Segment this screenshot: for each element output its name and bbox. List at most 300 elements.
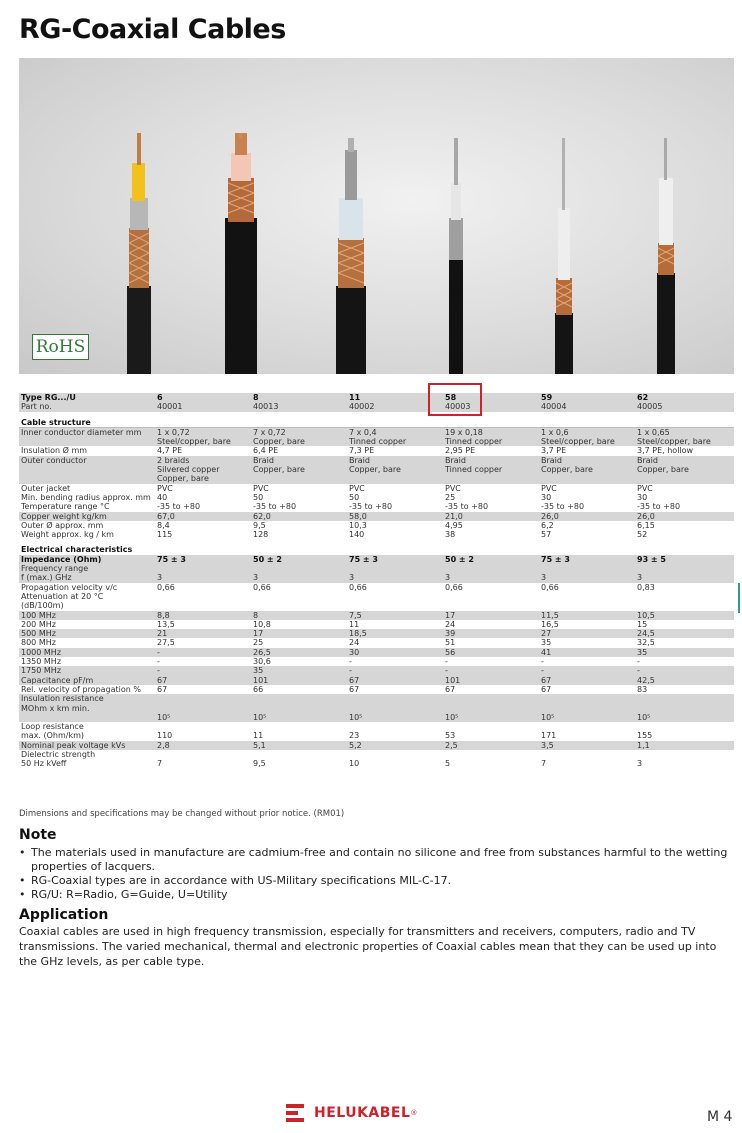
cell-value: 26,0 bbox=[539, 512, 635, 521]
cell-value: 16,5 bbox=[541, 619, 559, 629]
row-label: 1000 MHz bbox=[19, 648, 155, 657]
cell-value bbox=[155, 722, 251, 731]
table-row bbox=[19, 583, 734, 592]
table-row bbox=[19, 592, 734, 601]
cell-value: Copper, bare bbox=[251, 437, 347, 446]
cell-value: 35 bbox=[635, 648, 734, 657]
cell-value bbox=[539, 564, 635, 573]
cell-value bbox=[443, 601, 539, 610]
cell-value bbox=[347, 704, 443, 713]
row-label bbox=[19, 474, 155, 483]
cell-value: - bbox=[443, 666, 539, 675]
table-row bbox=[19, 694, 734, 703]
row-label: Insulation resistance bbox=[19, 694, 155, 703]
rohs-badge: RoHS bbox=[32, 334, 89, 360]
cell-value: 66 bbox=[253, 684, 264, 694]
disclaimer: Dimensions and specifications may be changed without prior notice. (RM01) bbox=[19, 809, 345, 819]
row-label: Impedance (Ohm) bbox=[19, 555, 155, 564]
cell-value: 9,5 bbox=[253, 759, 266, 769]
cell-value: 30,6 bbox=[253, 657, 271, 667]
cell-value bbox=[443, 704, 539, 713]
cell-value bbox=[635, 694, 734, 703]
table-row bbox=[19, 676, 734, 685]
cell-value: 3,7 PE, hollow bbox=[637, 446, 694, 456]
table-row bbox=[19, 629, 734, 638]
cell-value: 42,5 bbox=[635, 676, 734, 685]
cell-value: 10⁵ bbox=[443, 713, 539, 722]
cell-value: 5,2 bbox=[347, 741, 443, 750]
cable-rg59 bbox=[555, 138, 573, 374]
brand-name: HELUKABEL bbox=[314, 1105, 411, 1121]
table-row bbox=[19, 564, 734, 573]
cable-rg8 bbox=[225, 133, 257, 374]
cell-value: - bbox=[541, 657, 544, 667]
cell-value: 67 bbox=[347, 676, 443, 685]
cell-value: 52 bbox=[637, 530, 648, 540]
cell-value: 10,3 bbox=[349, 520, 367, 530]
row-label: f (max.) GHz bbox=[19, 573, 155, 582]
cell-value bbox=[251, 722, 347, 731]
cell-value: 0,66 bbox=[157, 582, 175, 592]
cell-value: PVC bbox=[253, 483, 269, 493]
cell-value: 58 bbox=[443, 393, 539, 402]
cell-value: - bbox=[349, 657, 352, 667]
cell-value: 67 bbox=[445, 684, 456, 694]
application-text: Coaxial cables are used in high frequency transmission, especially for transmitters and receivers, computers, radio and TV transmissions. The varied mechanical, thermal and electronic properties of Coaxial cables mean that they can be used up into the GHz levels, as per cable type. bbox=[19, 925, 717, 968]
cell-value: 19 x 0,18 bbox=[443, 427, 539, 437]
cell-value: - bbox=[637, 657, 640, 667]
row-label: Capacitance pF/m bbox=[19, 676, 155, 685]
cell-value: -35 to +80 bbox=[349, 502, 393, 512]
table-row bbox=[19, 731, 734, 740]
cell-value: 30 bbox=[541, 492, 552, 502]
table-row bbox=[19, 465, 734, 474]
cell-value: 1 x 0,65 bbox=[635, 427, 734, 437]
cell-value: PVC bbox=[445, 483, 461, 493]
row-label: Outer Ø approx. mm bbox=[21, 520, 104, 530]
trademark-mark: ® bbox=[410, 1109, 418, 1117]
cell-value bbox=[155, 704, 251, 713]
cell-value: 3 bbox=[637, 759, 643, 769]
cell-value bbox=[539, 722, 635, 731]
cell-value: Copper, bare bbox=[347, 465, 443, 474]
cell-value: 3,7 PE bbox=[541, 446, 567, 456]
table-row bbox=[19, 666, 734, 675]
cell-value: 62,0 bbox=[251, 512, 347, 521]
application-heading: Application bbox=[19, 907, 109, 923]
cell-value: 10⁵ bbox=[251, 713, 347, 722]
cell-value bbox=[251, 592, 347, 601]
cell-value: 32,5 bbox=[637, 638, 655, 648]
table-row bbox=[19, 611, 734, 620]
row-label: Outer jacket bbox=[21, 483, 71, 493]
cell-value: 40002 bbox=[347, 402, 443, 411]
cell-value: 8,8 bbox=[155, 611, 251, 620]
cell-value: 5,1 bbox=[251, 741, 347, 750]
cell-value: 101 bbox=[443, 676, 539, 685]
row-label: 200 MHz bbox=[21, 619, 56, 629]
cell-value bbox=[155, 592, 251, 601]
table-row bbox=[19, 530, 734, 539]
cell-value: 3 bbox=[539, 573, 635, 582]
row-label: 50 Hz kVeff bbox=[21, 759, 67, 769]
cell-value bbox=[347, 722, 443, 731]
cell-value: 7 x 0,4 bbox=[347, 427, 443, 437]
cell-value: Tinned copper bbox=[347, 437, 443, 446]
row-label: Min. bending radius approx. mm bbox=[21, 492, 151, 502]
cell-value: Braid bbox=[635, 456, 734, 465]
note-heading: Note bbox=[19, 827, 57, 843]
cell-value: 17 bbox=[251, 629, 347, 638]
table-row bbox=[19, 427, 734, 437]
cell-value: 40013 bbox=[251, 402, 347, 411]
row-label: Weight approx. kg / km bbox=[21, 530, 114, 540]
spec-table bbox=[19, 393, 734, 769]
table-row bbox=[19, 657, 734, 666]
cell-value bbox=[443, 564, 539, 573]
cell-value: 10⁵ bbox=[539, 713, 635, 722]
cell-value bbox=[539, 601, 635, 610]
cable-rg6 bbox=[127, 133, 151, 374]
row-label: Rel. velocity of propagation % bbox=[21, 684, 142, 694]
helukabel-logo bbox=[286, 1104, 417, 1122]
cell-value bbox=[539, 694, 635, 703]
cell-value bbox=[539, 750, 635, 759]
cell-value bbox=[635, 592, 734, 601]
cell-value: 10,5 bbox=[635, 611, 734, 620]
cell-value: 56 bbox=[443, 648, 539, 657]
cell-value bbox=[155, 694, 251, 703]
cell-value: 25 bbox=[445, 492, 456, 502]
row-label: max. (Ohm/km) bbox=[21, 731, 85, 741]
cell-value: 4,95 bbox=[445, 520, 463, 530]
cell-value bbox=[539, 592, 635, 601]
cell-value bbox=[539, 704, 635, 713]
cell-value: 8,4 bbox=[157, 520, 170, 530]
table-row bbox=[19, 493, 734, 502]
row-label: Nominal peak voltage kVs bbox=[19, 741, 155, 750]
cell-value: 67,0 bbox=[155, 512, 251, 521]
row-label: Outer conductor bbox=[19, 456, 155, 465]
cell-value: - bbox=[445, 657, 448, 667]
cell-value: 50 ± 2 bbox=[251, 555, 347, 564]
cell-value: 6,15 bbox=[637, 520, 655, 530]
row-label bbox=[19, 713, 155, 722]
cell-value: 27,5 bbox=[157, 638, 175, 648]
cell-value: 4,7 PE bbox=[157, 446, 183, 456]
row-label: Inner conductor diameter mm bbox=[19, 427, 155, 437]
row-label: 1750 MHz bbox=[19, 666, 155, 675]
cell-value: 59 bbox=[539, 393, 635, 402]
table-row bbox=[19, 402, 734, 411]
cell-value: 21 bbox=[155, 629, 251, 638]
table-row bbox=[19, 741, 734, 750]
cell-value: 155 bbox=[637, 731, 653, 741]
rg58-highlight-box bbox=[428, 383, 482, 416]
cell-value: 15 bbox=[637, 619, 648, 629]
row-label: Loop resistance bbox=[21, 722, 84, 732]
cell-value: 2 braids bbox=[155, 456, 251, 465]
cell-value: 57 bbox=[541, 530, 552, 540]
cell-value: PVC bbox=[157, 483, 173, 493]
cell-value bbox=[155, 750, 251, 759]
cell-value: 3 bbox=[251, 573, 347, 582]
cell-value bbox=[347, 694, 443, 703]
cell-value: 75 ± 3 bbox=[347, 555, 443, 564]
product-photo bbox=[19, 58, 734, 374]
cell-value: 62 bbox=[635, 393, 734, 402]
cell-value: -35 to +80 bbox=[157, 502, 201, 512]
cell-value: 8 bbox=[251, 393, 347, 402]
row-label: Copper weight kg/km bbox=[19, 512, 155, 521]
cell-value: 50 ± 2 bbox=[443, 555, 539, 564]
table-row bbox=[19, 601, 734, 610]
cell-value: 6 bbox=[155, 393, 251, 402]
cell-value: Braid bbox=[251, 456, 347, 465]
cell-value bbox=[155, 564, 251, 573]
cell-value bbox=[347, 564, 443, 573]
cell-value: PVC bbox=[349, 483, 365, 493]
row-label: Part no. bbox=[19, 402, 155, 411]
page-number: M 4 bbox=[707, 1109, 733, 1125]
cell-value: Steel/copper, bare bbox=[539, 437, 635, 446]
cell-value bbox=[155, 601, 251, 610]
cell-value: 11,5 bbox=[539, 611, 635, 620]
cell-value: 75 ± 3 bbox=[155, 555, 251, 564]
cell-value: -35 to +80 bbox=[445, 502, 489, 512]
cable-rg11 bbox=[336, 138, 366, 374]
cell-value: 26,5 bbox=[251, 648, 347, 657]
cable-rg58 bbox=[449, 138, 463, 374]
table-row bbox=[19, 713, 734, 722]
cell-value: 7,5 bbox=[347, 611, 443, 620]
cell-value: Steel/copper, bare bbox=[155, 437, 251, 446]
cell-value bbox=[251, 694, 347, 703]
table-row bbox=[19, 555, 734, 564]
cell-value: Copper, bare bbox=[539, 465, 635, 474]
note-item: • RG/U: R=Radio, G=Guide, U=Utility bbox=[19, 888, 739, 902]
cell-value: 11 bbox=[349, 619, 360, 629]
cell-value: - bbox=[155, 666, 251, 675]
cell-value: 17 bbox=[443, 611, 539, 620]
cell-value: 11 bbox=[253, 731, 264, 741]
cell-value: 0,83 bbox=[637, 582, 655, 592]
cell-value: 35 bbox=[541, 638, 552, 648]
cell-value: 24,5 bbox=[635, 629, 734, 638]
cell-value: 2,5 bbox=[443, 741, 539, 750]
row-label: (dB/100m) bbox=[21, 601, 64, 611]
cables-illustration bbox=[19, 58, 734, 374]
row-label: Type RG.../U bbox=[19, 393, 155, 402]
cell-value bbox=[443, 474, 539, 483]
cell-value: 50 bbox=[349, 492, 360, 502]
cell-value: - bbox=[635, 666, 734, 675]
cell-value: 10⁵ bbox=[635, 713, 734, 722]
cell-value: 7 bbox=[157, 759, 163, 769]
row-label: Attenuation at 20 °C bbox=[21, 591, 104, 601]
cell-value: - bbox=[539, 666, 635, 675]
cell-value: 93 ± 5 bbox=[635, 555, 734, 564]
cell-value: 3,5 bbox=[539, 741, 635, 750]
table-row bbox=[19, 446, 734, 455]
row-label: Propagation velocity v/c bbox=[21, 582, 118, 592]
cell-value: 7 x 0,72 bbox=[251, 427, 347, 437]
cell-value: 38 bbox=[445, 530, 456, 540]
row-label: 800 MHz bbox=[21, 638, 56, 648]
cell-value: 67 bbox=[157, 684, 168, 694]
note-item: • The materials used in manufacture are cadmium-free and contain no silicone and free from substances harmful to the wetting properties of lacquers. bbox=[19, 846, 739, 874]
cell-value: PVC bbox=[541, 483, 557, 493]
sidebar-tick bbox=[738, 583, 740, 613]
row-label: Temperature range °C bbox=[21, 502, 110, 512]
cell-value: - bbox=[347, 666, 443, 675]
section-title: Electrical characteristics bbox=[21, 545, 133, 555]
cell-value bbox=[347, 601, 443, 610]
cell-value: 5 bbox=[445, 759, 451, 769]
cell-value: 2,95 PE bbox=[445, 446, 476, 456]
cell-value: 9,5 bbox=[253, 520, 266, 530]
cell-value: 6,4 PE bbox=[253, 446, 279, 456]
cell-value: - bbox=[155, 648, 251, 657]
cell-value bbox=[635, 564, 734, 573]
cell-value: 67 bbox=[349, 684, 360, 694]
row-label: Frequency range bbox=[19, 564, 155, 573]
cell-value bbox=[251, 564, 347, 573]
table-row bbox=[19, 521, 734, 530]
cell-value: 3 bbox=[347, 573, 443, 582]
table-row bbox=[19, 456, 734, 465]
table-row bbox=[19, 685, 734, 694]
cell-value: 23 bbox=[349, 731, 360, 741]
cell-value: 39 bbox=[443, 629, 539, 638]
cell-value: 1 x 0,6 bbox=[539, 427, 635, 437]
cell-value bbox=[347, 592, 443, 601]
cell-value bbox=[443, 694, 539, 703]
cell-value: -35 to +80 bbox=[253, 502, 297, 512]
cell-value: 101 bbox=[251, 676, 347, 685]
table-row bbox=[19, 638, 734, 647]
cell-value: 27 bbox=[539, 629, 635, 638]
cell-value: Tinned copper bbox=[443, 437, 539, 446]
cell-value: 0,66 bbox=[253, 582, 271, 592]
table-row bbox=[19, 437, 734, 446]
cell-value: PVC bbox=[637, 483, 653, 493]
cell-value: 30 bbox=[637, 492, 648, 502]
cell-value bbox=[635, 722, 734, 731]
row-label: Dielectric strength bbox=[21, 749, 96, 759]
cell-value: Silvered copper bbox=[155, 465, 251, 474]
table-row bbox=[19, 474, 734, 483]
cell-value bbox=[251, 750, 347, 759]
cell-value bbox=[635, 474, 734, 483]
cell-value: 40 bbox=[157, 492, 168, 502]
cell-value: 41 bbox=[539, 648, 635, 657]
cell-value: 67 bbox=[541, 684, 552, 694]
cell-value: 0,66 bbox=[541, 582, 559, 592]
cable-rg62 bbox=[657, 138, 675, 374]
cell-value: 115 bbox=[157, 530, 173, 540]
cell-value: Braid bbox=[443, 456, 539, 465]
cell-value: 128 bbox=[253, 530, 269, 540]
cell-value: 24 bbox=[445, 619, 456, 629]
cell-value: 8 bbox=[251, 611, 347, 620]
section-title: Cable structure bbox=[19, 418, 734, 428]
row-label: Insulation Ø mm bbox=[21, 446, 88, 456]
cell-value: 53 bbox=[445, 731, 456, 741]
cell-value: -35 to +80 bbox=[637, 502, 681, 512]
cell-value bbox=[443, 722, 539, 731]
cell-value: 7,3 PE bbox=[349, 446, 375, 456]
table-row bbox=[19, 484, 734, 493]
cell-value: 18,5 bbox=[347, 629, 443, 638]
cell-value bbox=[443, 592, 539, 601]
table-row bbox=[19, 704, 734, 713]
cell-value bbox=[251, 704, 347, 713]
cell-value bbox=[635, 601, 734, 610]
cell-value: 0,66 bbox=[445, 582, 463, 592]
cell-value: -35 to +80 bbox=[541, 502, 585, 512]
cell-value: 40004 bbox=[539, 402, 635, 411]
cell-value: 25 bbox=[253, 638, 264, 648]
table-row bbox=[19, 648, 734, 657]
cell-value: 21,0 bbox=[443, 512, 539, 521]
cell-value: 1,1 bbox=[635, 741, 734, 750]
section-row bbox=[19, 545, 734, 554]
cell-value: Braid bbox=[347, 456, 443, 465]
cell-value bbox=[251, 601, 347, 610]
cell-value: 35 bbox=[251, 666, 347, 675]
cell-value: 3 bbox=[635, 573, 734, 582]
cell-value bbox=[635, 750, 734, 759]
table-row bbox=[19, 573, 734, 582]
cell-value bbox=[635, 704, 734, 713]
cell-value: Copper, bare bbox=[635, 465, 734, 474]
cell-value: 83 bbox=[637, 684, 648, 694]
cell-value: 140 bbox=[349, 530, 365, 540]
cell-value: 3 bbox=[443, 573, 539, 582]
cell-value: 10⁵ bbox=[347, 713, 443, 722]
cell-value: 58,0 bbox=[347, 512, 443, 521]
cell-value: Steel/copper, bare bbox=[635, 437, 734, 446]
cell-value: 30 bbox=[347, 648, 443, 657]
table-row bbox=[19, 512, 734, 521]
row-label: 500 MHz bbox=[19, 629, 155, 638]
row-label bbox=[19, 465, 155, 474]
row-label: MOhm x km min. bbox=[19, 704, 155, 713]
cell-value: 13,5 bbox=[157, 619, 175, 629]
cell-value: 10 bbox=[349, 759, 360, 769]
row-label: 100 MHz bbox=[19, 611, 155, 620]
cell-value bbox=[443, 750, 539, 759]
section-row bbox=[19, 418, 734, 428]
cell-value bbox=[347, 474, 443, 483]
cell-value: Tinned copper bbox=[443, 465, 539, 474]
note-list bbox=[19, 846, 739, 902]
note-item: • RG-Coaxial types are in accordance with US-Military specifications MIL-C-17. bbox=[19, 874, 739, 888]
cell-value: 2,8 bbox=[155, 741, 251, 750]
cell-value: 7 bbox=[541, 759, 547, 769]
cell-value: 1 x 0,72 bbox=[155, 427, 251, 437]
cell-value: 24 bbox=[349, 638, 360, 648]
cell-value: 67 bbox=[539, 676, 635, 685]
cell-value: Copper, bare bbox=[155, 474, 251, 483]
helukabel-logo-icon bbox=[286, 1104, 304, 1122]
cell-value: 51 bbox=[445, 638, 456, 648]
cell-value bbox=[347, 750, 443, 759]
cell-value: 26,0 bbox=[635, 512, 734, 521]
cell-value: 0,66 bbox=[349, 582, 367, 592]
cell-value: 67 bbox=[155, 676, 251, 685]
